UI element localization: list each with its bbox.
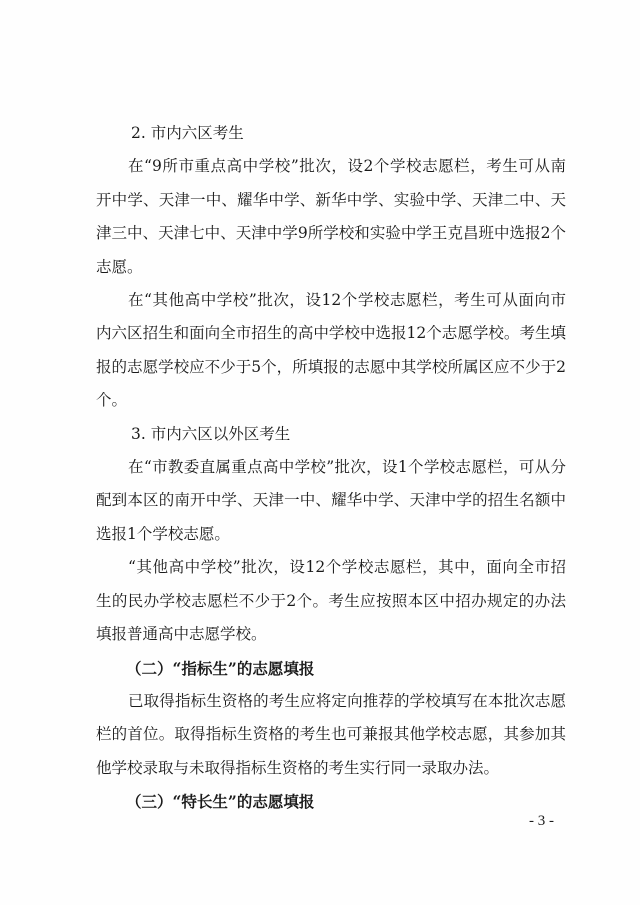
subheading-quota-students: （二）“指标生”的志愿填报 — [126, 658, 315, 678]
paragraph-nine-key-schools: 在“9所市重点高中学校”批次，设2个学校志愿栏，考生可从南开中学、天津一中、耀华中学、新华中学、实验中学、天津二中、天津三中、天津七中、天津中学9所学校和实验中学王克昌班中选报2个志愿。 — [96, 157, 566, 276]
document-body — [96, 117, 566, 819]
paragraph-other-high-schools-outer: “其他高中学校”批次，设12个学校志愿栏，其中，面向全市招生的民办学校志愿栏不少于2个。考生应按照本区中招办规定的办法填报普通高中志愿学校。 — [96, 558, 566, 644]
paragraph-municipal-key-schools: 在“市教委直属重点高中学校”批次，设1个学校志愿栏，可从分配到本区的南开中学、天津一中、耀华中学、天津中学的招生名额中选报1个学校志愿。 — [96, 458, 566, 543]
section-heading-urban-districts: 2. 市内六区考生 — [131, 124, 244, 142]
subheading-talent-students: （三）“特长生”的志愿填报 — [126, 792, 315, 812]
paragraph-quota-students: 已取得指标生资格的考生应将定向推荐的学校填写在本批次志愿栏的首位。取得指标生资格的考生也可兼报其他学校志愿，其参加其他学校录取与未取得指标生资格的考生实行同一录取办法。 — [96, 691, 566, 777]
page-number: - 3 - — [529, 813, 554, 829]
section-heading-outer-districts: 3. 市内六区以外区考生 — [131, 424, 291, 443]
paragraph-other-high-schools-urban: 在“其他高中学校”批次，设12个学校志愿栏，考生可从面向市内六区招生和面向全市招生的高中学校中选报12个志愿学校。考生填报的志愿学校应不少于5个，所填报的志愿中其学校所属区应不少于2个。 — [96, 291, 566, 410]
